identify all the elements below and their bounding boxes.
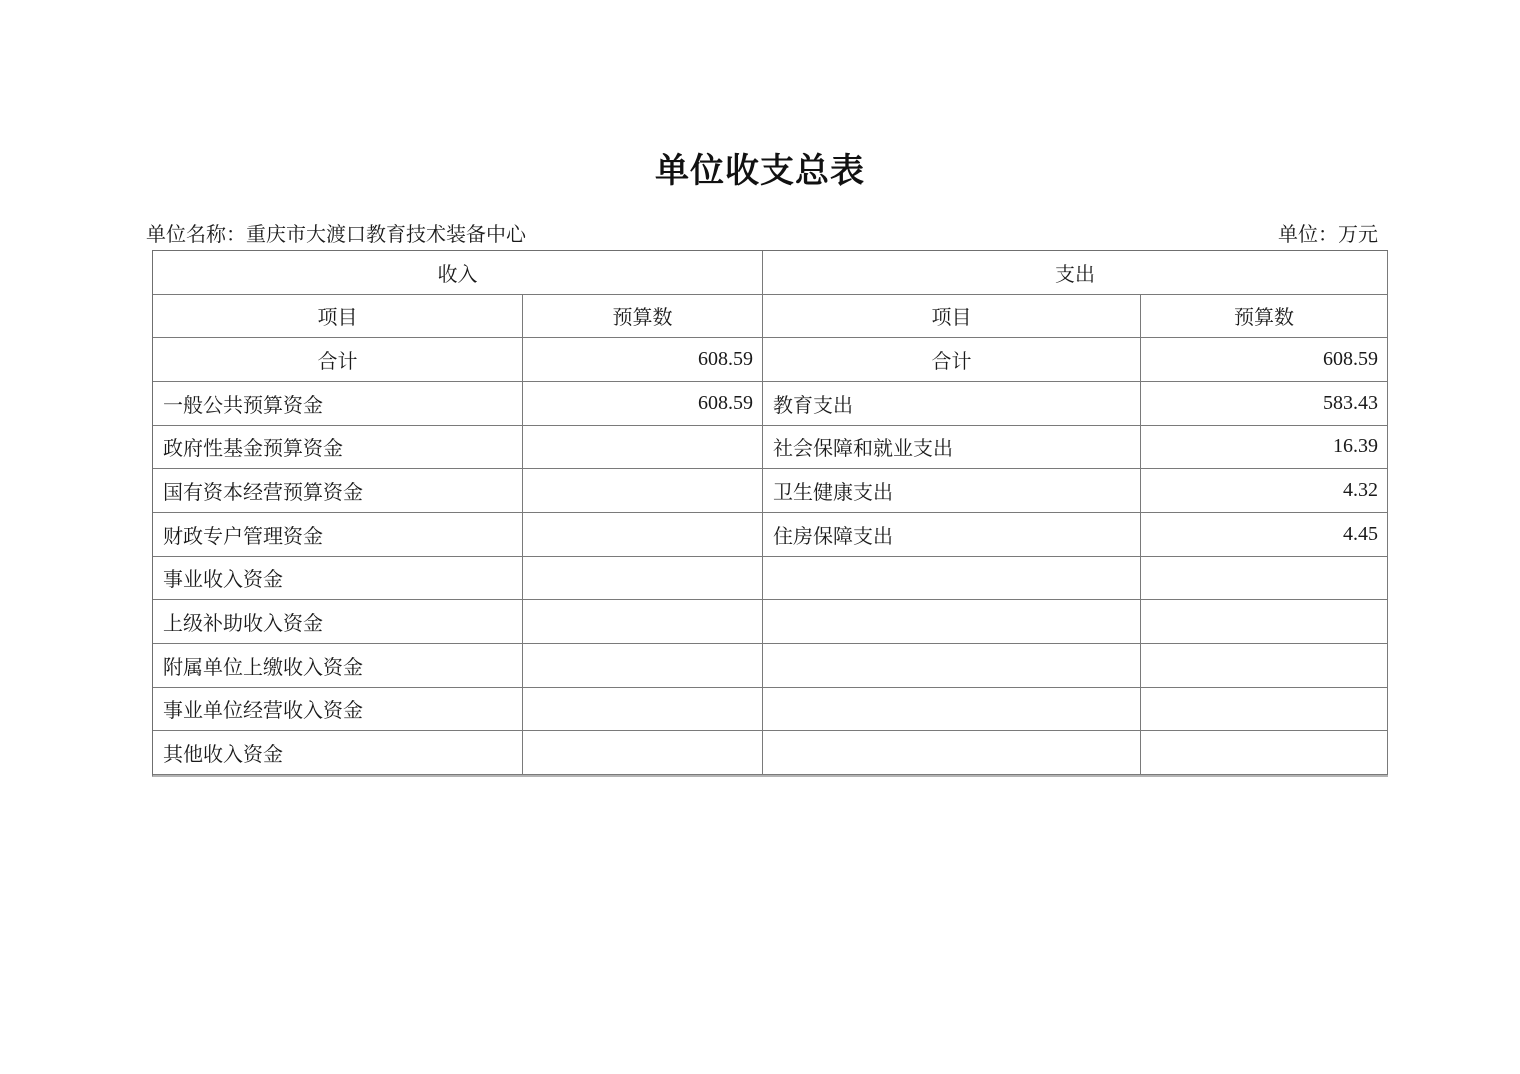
income-value-cell (523, 513, 763, 557)
expense-value-cell (1141, 688, 1388, 732)
expense-value-cell (1141, 731, 1388, 775)
expense-value-cell: 16.39 (1141, 426, 1388, 470)
expense-item-cell (763, 644, 1141, 688)
income-item-cell: 一般公共预算资金 (153, 382, 523, 426)
expense-item-cell (763, 600, 1141, 644)
expense-item-cell: 教育支出 (763, 382, 1141, 426)
income-item-cell: 事业单位经营收入资金 (153, 688, 523, 732)
income-value-cell: 608.59 (523, 338, 763, 382)
meta-row (146, 218, 1378, 247)
expense-value-cell: 4.32 (1141, 469, 1388, 513)
income-value-cell (523, 731, 763, 775)
income-item-cell: 上级补助收入资金 (153, 600, 523, 644)
expense-item-column-header: 项目 (763, 295, 1141, 339)
income-value-cell (523, 426, 763, 470)
expense-item-cell: 卫生健康支出 (763, 469, 1141, 513)
expense-item-cell (763, 688, 1141, 732)
income-value-cell (523, 557, 763, 601)
expense-budget-column-header: 预算数 (1141, 295, 1388, 339)
expense-value-cell: 4.45 (1141, 513, 1388, 557)
expense-value-cell (1141, 600, 1388, 644)
expense-value-cell (1141, 644, 1388, 688)
income-item-cell: 附属单位上缴收入资金 (153, 644, 523, 688)
expense-item-cell: 住房保障支出 (763, 513, 1141, 557)
income-item-column-header: 项目 (153, 295, 523, 339)
income-value-cell (523, 644, 763, 688)
income-value-cell (523, 600, 763, 644)
expense-item-cell (763, 557, 1141, 601)
expense-item-cell: 社会保障和就业支出 (763, 426, 1141, 470)
income-value-cell (523, 688, 763, 732)
income-value-cell: 608.59 (523, 382, 763, 426)
expense-value-cell: 583.43 (1141, 382, 1388, 426)
income-item-cell: 财政专户管理资金 (153, 513, 523, 557)
income-item-cell: 国有资本经营预算资金 (153, 469, 523, 513)
income-item-cell: 其他收入资金 (153, 731, 523, 775)
income-section-header: 收入 (153, 251, 763, 295)
expense-section-header: 支出 (763, 251, 1388, 295)
income-expense-table (152, 250, 1388, 777)
page-title: 单位收支总表 (655, 152, 865, 190)
expense-item-cell (763, 731, 1141, 775)
income-item-cell: 合计 (153, 338, 523, 382)
unit-of-measure-text: 单位：万元 (1278, 224, 1378, 246)
expense-value-cell: 608.59 (1141, 338, 1388, 382)
income-value-cell (523, 469, 763, 513)
income-item-cell: 事业收入资金 (153, 557, 523, 601)
expense-item-cell: 合计 (763, 338, 1141, 382)
unit-name-text: 单位名称：重庆市大渡口教育技术装备中心 (146, 224, 526, 246)
expense-value-cell (1141, 557, 1388, 601)
income-item-cell: 政府性基金预算资金 (153, 426, 523, 470)
income-budget-column-header: 预算数 (523, 295, 763, 339)
